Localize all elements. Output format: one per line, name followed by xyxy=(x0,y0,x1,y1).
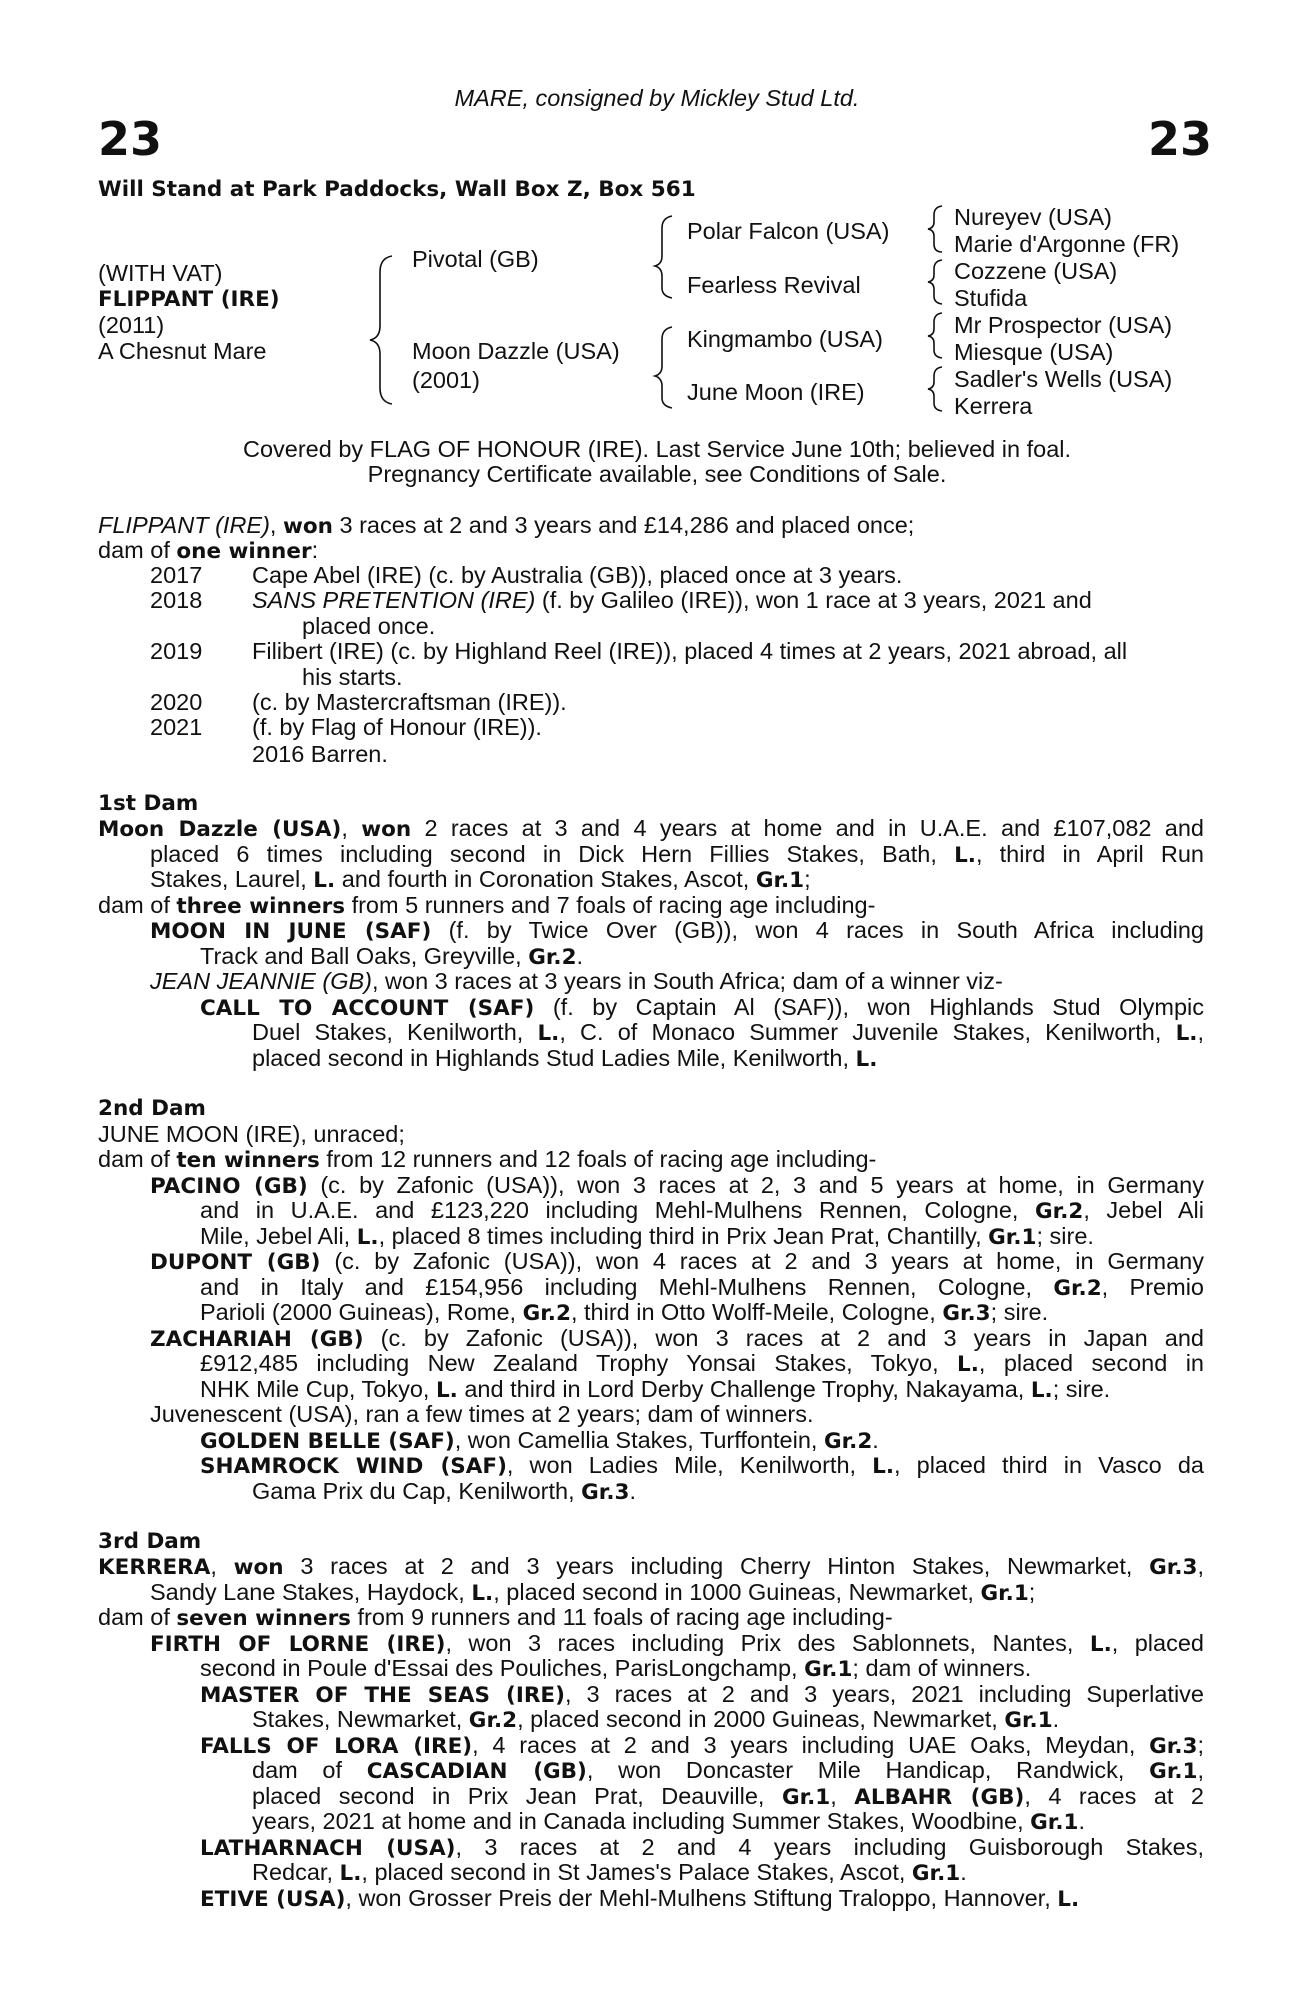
text-run: , won 3 races at 3 years in South Africa; dam of a winner viz- xyxy=(371,968,1003,994)
text-run: , xyxy=(830,1784,855,1809)
text-run: Gr.1 xyxy=(804,1657,853,1682)
dam1-line xyxy=(150,969,1003,995)
text-run: , 4 races at 2 and 3 years including UAE Oaks, Meydan, xyxy=(472,1733,1150,1758)
text-run: (c. by Zafonic (USA)), won 3 races at 2, 3 and 5 years at home, in Germany xyxy=(307,1173,1204,1198)
text-run: , Jebel Ali xyxy=(1083,1198,1204,1223)
produce-line-text: Filibert (IRE) (c. by Highland Reel (IRE)), placed 4 times at 2 years, 2021 abroad, all xyxy=(252,638,1128,665)
dam2-line xyxy=(98,1147,876,1174)
text-run: and in U.A.E. and £123,220 including Mehl-Mulhens Rennen, Cologne, xyxy=(200,1198,1036,1223)
produce-record: 3 races at 2 and 3 years and £14,286 and placed once; xyxy=(332,512,915,538)
text-run: . xyxy=(960,1859,967,1885)
produce-line-text: (f. by Flag of Honour (IRE)). xyxy=(252,714,542,741)
text-run: Gr.3 xyxy=(942,1301,991,1326)
text-run: FIRTH OF LORNE (IRE) xyxy=(150,1632,446,1657)
text-run: L. xyxy=(339,1861,362,1886)
text-run: placed 6 times including second in Dick Hern Fillies Stakes, Bath, xyxy=(150,842,955,867)
text-run: ; sire. xyxy=(1052,1376,1111,1402)
text-run: placed second in Prix Jean Prat, Deauville, xyxy=(252,1784,782,1809)
text-run: , xyxy=(1197,1020,1204,1045)
dam3-line xyxy=(200,1682,1204,1708)
dam2-line xyxy=(200,1377,1110,1404)
dam2-line xyxy=(150,1173,1204,1199)
text-run: NHK Mile Cup, Tokyo, xyxy=(200,1376,436,1402)
text-run: , won 3 races including Prix des Sablonnets, Nantes, xyxy=(445,1631,1090,1656)
text-run: ETIVE (USA) xyxy=(200,1887,346,1912)
dam3-heading: 3rd Dam xyxy=(98,1529,202,1554)
damof-post: : xyxy=(311,537,319,563)
text-run: , won Grosser Preis der Mehl-Mulhens Stiftung Traloppo, Hannover, xyxy=(345,1885,1058,1911)
text-run: , C. of Monaco Summer Juvenile Stakes, Kenilworth, xyxy=(559,1020,1176,1045)
produce-sep: , xyxy=(269,512,283,538)
text-run: L. xyxy=(1175,1021,1198,1046)
text-run: , xyxy=(210,1554,234,1579)
produce-line xyxy=(252,563,902,589)
text-run: (c. by Zafonic (USA)), won 3 races at 2 and 3 years in Japan and xyxy=(363,1326,1204,1351)
text-run: . xyxy=(629,1478,636,1504)
text-run: , won Ladies Mile, Kenilworth, xyxy=(506,1453,873,1478)
produce-damof xyxy=(98,538,318,565)
text-run: GOLDEN BELLE (SAF) xyxy=(200,1429,455,1454)
dam1-line xyxy=(150,842,1204,868)
produce-line-text: his starts. xyxy=(302,663,403,690)
text-run: (f. by Captain Al (SAF)), won Highlands Stud Olympic xyxy=(534,995,1204,1020)
dam1-line xyxy=(252,1020,1204,1046)
text-run: , placed second in 1000 Guineas, Newmarket, xyxy=(493,1579,981,1605)
text-run: ; xyxy=(1028,1579,1036,1605)
produce-line-text: (c. by Mastercraftsman (IRE)). xyxy=(252,689,567,715)
text-run: . xyxy=(1052,1706,1060,1732)
text-run: L. xyxy=(471,1581,494,1606)
pedigree-dds: Sadler's Wells (USA) xyxy=(954,366,1173,392)
text-run: ; xyxy=(804,866,811,892)
dam1-line xyxy=(200,944,583,971)
text-run: won xyxy=(233,1555,284,1580)
text-run: , Premio xyxy=(1101,1275,1204,1300)
pedigree-dam-sire: Kingmambo (USA) xyxy=(687,326,883,352)
text-run: Redcar, xyxy=(252,1859,340,1885)
text-run: , xyxy=(1197,1758,1204,1783)
text-run: Duel Stakes, Kenilworth, xyxy=(252,1020,538,1045)
text-run: L. xyxy=(957,1352,979,1377)
vat-note: (WITH VAT) xyxy=(98,260,223,286)
gp-brace-1 xyxy=(928,206,942,252)
dam-brace xyxy=(655,327,672,408)
dam3-line xyxy=(252,1784,1204,1810)
text-run: ; sire. xyxy=(990,1299,1049,1325)
pedigree-dam-year: (2001) xyxy=(412,367,480,393)
pedigree-sds: Cozzene (USA) xyxy=(954,258,1118,284)
text-run: L. xyxy=(356,1225,379,1250)
dam3-line xyxy=(252,1707,1059,1734)
sire-brace xyxy=(655,216,672,298)
text-run: . xyxy=(1078,1808,1085,1834)
text-run: , placed second in St James's Palace Stakes, Ascot, xyxy=(361,1859,912,1885)
text-run: ALBAHR (GB) xyxy=(854,1785,1025,1810)
text-run: PACINO (GB) xyxy=(150,1174,308,1199)
text-run: years, 2021 at home and in Canada including Summer Stakes, Woodbine, xyxy=(252,1808,1031,1834)
barren-note: 2016 Barren. xyxy=(252,741,388,767)
text-run: , placed xyxy=(1111,1631,1204,1656)
text-run: LATHARNACH (USA) xyxy=(200,1836,456,1861)
text-run: L. xyxy=(954,843,976,868)
text-run: 2 races at 3 and 4 years at home and in U.A.E. and £107,082 and xyxy=(411,816,1204,841)
text-run: ten winners xyxy=(176,1148,320,1173)
horse-year: (2011) xyxy=(98,312,165,338)
dam1-line xyxy=(98,893,875,920)
main-brace xyxy=(370,256,392,404)
text-run: , third in Otto Wolff-Meile, Cologne, xyxy=(570,1299,943,1325)
dam1-line xyxy=(98,816,1204,842)
produce-line-text: (f. by Galileo (IRE)), won 1 race at 3 years, 2021 and xyxy=(535,587,1092,614)
text-run: CASCADIAN (GB) xyxy=(366,1759,587,1784)
text-run: Gr.1 xyxy=(1030,1810,1079,1835)
text-run: 3 races at 2 and 3 years including Cherry Hinton Stakes, Newmarket, xyxy=(283,1554,1150,1579)
dam3-line xyxy=(200,1835,1204,1861)
text-run: , placed second in 2000 Guineas, Newmarket, xyxy=(517,1706,1005,1732)
text-run: KERRERA xyxy=(98,1555,211,1580)
text-run: MOON IN JUNE (SAF) xyxy=(150,919,432,944)
damof-pre: dam of xyxy=(98,537,177,563)
produce-line xyxy=(252,690,567,716)
text-run: ; sire. xyxy=(1036,1223,1094,1249)
produce-intro xyxy=(98,513,914,540)
dam2-line xyxy=(200,1351,1204,1377)
text-run: and third in Lord Derby Challenge Trophy, Nakayama, xyxy=(457,1376,1031,1402)
produce-year: 2020 xyxy=(150,689,203,715)
pedigree-sss: Nureyev (USA) xyxy=(954,204,1113,230)
text-run: Gr.1 xyxy=(988,1225,1037,1250)
dam2-line xyxy=(200,1275,1204,1301)
text-run: and fourth in Coronation Stakes, Ascot, xyxy=(335,866,756,892)
text-run: SHAMROCK WIND (SAF) xyxy=(200,1454,507,1479)
dam3-line xyxy=(252,1758,1204,1784)
gp-brace-3 xyxy=(928,313,942,358)
text-run: . xyxy=(576,943,584,969)
produce-year: 2018 xyxy=(150,587,203,614)
text-run: , 3 races at 2 and 3 years, 2021 including Superlative xyxy=(564,1682,1204,1707)
text-run: placed second in Highlands Stud Ladies Mile, Kenilworth, xyxy=(252,1045,856,1071)
dam1-line xyxy=(200,995,1204,1021)
text-run: Gr.2 xyxy=(522,1301,571,1326)
produce-year: 2021 xyxy=(150,714,203,741)
pedigree-sire-dam: Fearless Revival xyxy=(687,272,861,298)
dam3-line xyxy=(252,1809,1085,1836)
dam1-line xyxy=(150,918,1204,944)
text-run: CALL TO ACCOUNT (SAF) xyxy=(200,996,535,1021)
text-run: ; dam of winners. xyxy=(852,1655,1032,1681)
text-run: Parioli (2000 Guineas), Rome, xyxy=(200,1299,523,1325)
text-run: Gama Prix du Cap, Kenilworth, xyxy=(252,1478,582,1504)
text-run: Gr.2 xyxy=(823,1429,873,1454)
text-run: , placed second in xyxy=(978,1351,1204,1376)
text-run: , placed third in Vasco da xyxy=(894,1453,1204,1478)
text-run: Gr.3 xyxy=(1149,1555,1198,1580)
text-run: Gr.3 xyxy=(581,1480,630,1505)
text-run: won xyxy=(361,817,412,842)
text-run: Gr.1 xyxy=(1149,1759,1198,1784)
text-run: JUNE MOON (IRE), unraced; xyxy=(98,1121,405,1147)
produce-line xyxy=(252,715,542,741)
dam3-line xyxy=(98,1605,893,1632)
text-run: , won Doncaster Mile Handicap, Randwick, xyxy=(586,1758,1150,1783)
dam2-line xyxy=(150,1249,1204,1275)
text-run: , xyxy=(1197,1554,1204,1579)
dam3-line xyxy=(200,1733,1204,1759)
produce-horse-name: FLIPPANT (IRE) xyxy=(98,512,270,538)
dam2-line xyxy=(200,1453,1204,1479)
text-run: Gr.1 xyxy=(1004,1708,1053,1733)
text-run: Gr.2 xyxy=(528,945,577,970)
text-run: dam of xyxy=(98,1146,177,1172)
text-run: Mile, Jebel Ali, xyxy=(200,1223,357,1249)
text-run: , xyxy=(341,816,362,841)
produce-year: 2019 xyxy=(150,638,203,665)
text-run: Stakes, Laurel, xyxy=(150,866,314,892)
text-run: £912,485 including New Zealand Trophy Yonsai Stakes, Tokyo, xyxy=(200,1351,958,1376)
pedigree-dam-dam: June Moon (IRE) xyxy=(687,379,865,405)
dam2-line xyxy=(200,1198,1204,1224)
dam3-line xyxy=(150,1580,1035,1607)
text-run: Sandy Lane Stakes, Haydock, xyxy=(150,1579,472,1605)
text-run: three winners xyxy=(176,894,346,919)
text-run: and in Italy and £154,956 including Mehl-Mulhens Rennen, Cologne, xyxy=(200,1275,1054,1300)
pedigree-sdd: Stufida xyxy=(954,285,1028,311)
text-run: ; xyxy=(1197,1733,1204,1758)
text-run: , 4 races at 2 xyxy=(1024,1784,1204,1809)
dam1-heading: 1st Dam xyxy=(98,791,199,816)
text-run: dam of xyxy=(252,1758,367,1783)
horse-name: FLIPPANT (IRE) xyxy=(98,287,280,312)
produce-won: won xyxy=(282,514,333,539)
produce-line-text: Cape Abel (IRE) (c. by Australia (GB)), placed once at 3 years. xyxy=(252,562,903,588)
pedigree-ddd: Kerrera xyxy=(954,393,1033,419)
text-run: Gr.2 xyxy=(1035,1199,1084,1224)
dam3-line xyxy=(98,1554,1204,1580)
produce-line xyxy=(252,588,1092,614)
lot-number-left: 23 xyxy=(98,112,163,166)
text-run: , won Camellia Stakes, Turffontein, xyxy=(454,1427,824,1453)
text-run: Juvenescent (USA), ran a few times at 2 years; dam of winners. xyxy=(150,1401,814,1427)
dam3-line xyxy=(150,1631,1204,1657)
text-run: L. xyxy=(872,1454,895,1479)
text-run: FALLS OF LORA (IRE) xyxy=(200,1734,473,1759)
stand-location: Will Stand at Park Paddocks, Wall Box Z, Box 561 xyxy=(98,177,696,202)
text-run: Gr.1 xyxy=(781,1785,831,1810)
text-run: DUPONT (GB) xyxy=(150,1250,321,1275)
dam2-line xyxy=(150,1402,814,1428)
produce-line xyxy=(252,639,1127,665)
text-run: , placed 8 times including third in Prix Jean Prat, Chantilly, xyxy=(378,1223,989,1249)
produce-foal-name: SANS PRETENTION (IRE) xyxy=(252,587,536,614)
pedigree-dss: Mr Prospector (USA) xyxy=(954,312,1173,338)
pedigree-sire: Pivotal (GB) xyxy=(412,246,539,272)
text-run: Gr.2 xyxy=(468,1708,518,1733)
text-run: from 5 runners and 7 foals of racing age including- xyxy=(345,892,876,918)
text-run: Gr.2 xyxy=(1053,1276,1102,1301)
text-run: , third in April Run xyxy=(975,842,1204,867)
text-run: JEAN JEANNIE (GB) xyxy=(150,968,372,994)
text-run: Gr.1 xyxy=(980,1581,1029,1606)
text-run: L. xyxy=(537,1021,560,1046)
dam1-line xyxy=(150,867,811,894)
damof-winners: one winner xyxy=(176,539,312,564)
dam2-line xyxy=(150,1326,1204,1352)
dam2-line xyxy=(200,1300,1048,1327)
horse-description: A Chesnut Mare xyxy=(98,338,267,364)
gp-brace-2 xyxy=(928,260,942,304)
dam2-line xyxy=(252,1479,636,1506)
pedigree-ssd: Marie d'Argonne (FR) xyxy=(954,231,1180,257)
pedigree-dsd: Miesque (USA) xyxy=(954,339,1114,365)
text-run: Gr.1 xyxy=(755,868,805,893)
produce-line xyxy=(302,614,435,640)
lot-number-right: 23 xyxy=(1148,112,1213,166)
text-run: dam of xyxy=(98,1604,177,1630)
dam1-line xyxy=(252,1046,877,1073)
text-run: Stakes, Newmarket, xyxy=(252,1706,469,1732)
gp-brace-4 xyxy=(928,367,942,411)
text-run: MASTER OF THE SEAS (IRE) xyxy=(200,1683,565,1708)
text-run: . xyxy=(872,1427,879,1453)
text-run: (c. by Zafonic (USA)), won 4 races at 2 and 3 years at home, in Germany xyxy=(320,1249,1204,1274)
pedigree-sire-sire: Polar Falcon (USA) xyxy=(687,218,890,244)
text-run: L. xyxy=(313,868,336,893)
text-run: (f. by Twice Over (GB)), won 4 races in South Africa including xyxy=(431,918,1204,943)
produce-line xyxy=(302,665,403,691)
text-run: L. xyxy=(435,1378,458,1403)
text-run: Track and Ball Oaks, Greyville, xyxy=(200,943,529,969)
text-run: Gr.3 xyxy=(1149,1734,1198,1759)
text-run: dam of xyxy=(98,892,177,918)
text-run: , 3 races at 2 and 4 years including Guisborough Stakes, xyxy=(455,1835,1204,1860)
produce-line-text: placed once. xyxy=(302,612,436,639)
dam3-line xyxy=(200,1886,1079,1913)
covered-line-2: Pregnancy Certificate available, see Conditions of Sale. xyxy=(367,461,947,487)
text-run: ZACHARIAH (GB) xyxy=(150,1327,364,1352)
text-run: from 9 runners and 11 foals of racing age including- xyxy=(350,1604,893,1630)
text-run: seven winners xyxy=(176,1606,351,1631)
dam3-line xyxy=(200,1656,1031,1683)
text-run: L. xyxy=(855,1047,878,1072)
dam3-line xyxy=(252,1860,967,1887)
dam2-line xyxy=(200,1224,1094,1251)
text-run: Moon Dazzle (USA) xyxy=(98,817,342,842)
text-run: L. xyxy=(1057,1887,1080,1912)
text-run: second in Poule d'Essai des Pouliches, ParisLongchamp, xyxy=(200,1655,805,1681)
text-run: Gr.1 xyxy=(911,1861,961,1886)
dam2-line xyxy=(98,1122,405,1148)
text-run: L. xyxy=(1089,1632,1112,1657)
dam2-heading: 2nd Dam xyxy=(98,1096,206,1121)
consignor-line: MARE, consigned by Mickley Stud Ltd. xyxy=(454,85,860,111)
text-run: L. xyxy=(1030,1378,1053,1403)
produce-year: 2017 xyxy=(150,562,203,588)
text-run: from 12 runners and 12 foals of racing age including- xyxy=(319,1146,877,1172)
pedigree-dam: Moon Dazzle (USA) xyxy=(412,338,620,364)
covered-line-1: Covered by FLAG OF HONOUR (IRE). Last Service June 10th; believed in foal. xyxy=(242,436,1072,462)
dam2-line xyxy=(200,1428,879,1455)
